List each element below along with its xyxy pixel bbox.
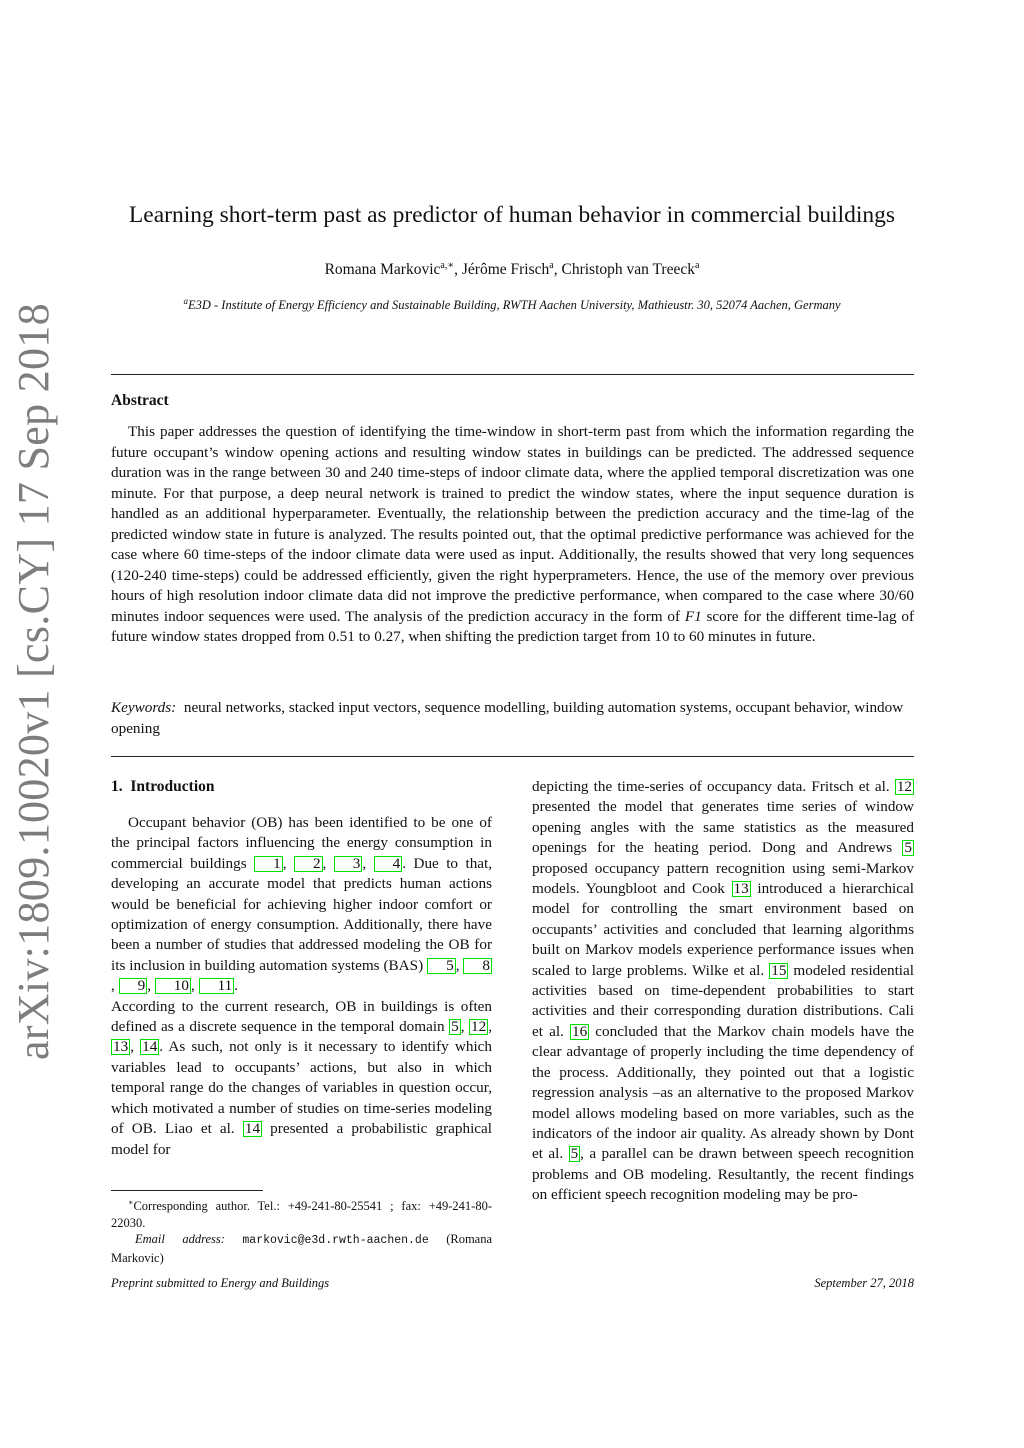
paper-title: Learning short-term past as predictor of human behavior in commercial buildings [128, 202, 896, 228]
citation-link[interactable]: 13 [733, 880, 749, 898]
left-column [111, 813, 492, 1160]
citation-link[interactable]: 10 [155, 978, 191, 994]
author-name: Romana Markovic [324, 261, 441, 279]
citation-link[interactable]: 5 [427, 958, 456, 974]
keywords-label: Keywords: [111, 699, 177, 716]
citation-link[interactable]: 9 [119, 978, 148, 994]
citation-link[interactable]: 14 [244, 1120, 261, 1138]
arxiv-identifier-stamp: arXiv:1809.10020v1 [cs.CY] 17 Sep 2018 [9, 303, 58, 1060]
abstract-italic-term: F1 [684, 607, 702, 625]
citation-link[interactable]: 12 [896, 778, 912, 795]
author-name: Christoph van Treeck [561, 261, 695, 279]
citation-link[interactable]: 15 [771, 961, 787, 979]
affiliation [60, 296, 964, 313]
footnote-text: Corresponding author. Tel.: +49-241-80-25541 ; fax: +49-241-80-22030. [111, 1199, 492, 1230]
section-heading [111, 778, 215, 796]
author-affiliation-mark: a [549, 260, 554, 271]
abstract-body [111, 422, 914, 648]
paragraph: Occupant behavior (OB) has been identified to be one of the principal factors influencing the energy consumption in commercial buildings 1 , 2 , 3 , 4 . Due to that, developing an accurate model that predicts human actions would be beneficial for achieving higher indoor comfort or optimization of energy consumption. Additionally, there have been a number of studies that addressed modeling the OB for its inclusion in building automation systems (BAS) 5 , 8, 9 , 10 , 11 . [111, 814, 493, 995]
footnote [111, 1195, 492, 1266]
author-list: Romana Markovic$^{a,∗}$, Jérôme Frisch$^a$, Christoph van Treeck$^a$ [324, 260, 700, 279]
email-name: (Romana Markovic) [111, 1232, 493, 1265]
citation-link[interactable]: 1 [254, 856, 283, 872]
footnote-email-line [111, 1231, 492, 1266]
citation-link[interactable]: 4 [374, 856, 403, 872]
author-affiliation-mark: a,∗ [440, 260, 455, 271]
footnote-mark: ∗ [128, 1198, 134, 1207]
section-number: 1. [111, 778, 123, 795]
footer-preprint-note: Preprint submitted to Energy and Buildings [111, 1276, 330, 1290]
abstract-bottom-rule [111, 756, 914, 757]
keywords [111, 698, 914, 739]
email-label: Email address: [135, 1232, 225, 1247]
author-name: Jérôme Frisch [461, 261, 550, 279]
citation-link[interactable]: 16 [571, 1022, 588, 1040]
citation-link[interactable]: 5 [451, 1018, 459, 1036]
footnote-rule [111, 1190, 263, 1191]
affiliation-text: E3D - Institute of Energy Efficiency and Sustainable Building, RWTH Aachen University, Mathieustr. 30, 52074 Aachen, Germany [187, 298, 841, 313]
citation-link[interactable]: 3 [334, 856, 363, 872]
author-affiliation-mark: a [694, 260, 700, 271]
abstract-text: This paper addresses the question of identifying the time-window in short-term past from which the information regarding the future occupant’s window opening actions and resulting window states in buildings can be predicted. The addressed sequence duration was in the range between 30 and 240 time-steps of indoor climate data, where the applied temporal discretization was one minute. For that purpose, a deep neural network is trained to predict the window states, where the input sequence duration is handled as an additional hyperparameter. Eventually, the relationship between the prediction accuracy and the time-lag of the predicted window state in future is analyzed. The results pointed out, that the optimal predictive performance was achieved for the case where 60 time-steps of the indoor climate data were used as input. Additionally, the results showed that very long sequences (120-240 time-steps) could be addressed efficiently, given the right hyperprameters. Hence, the use of the memory over previous hours of high resolution indoor climate data did not improve the predictive performance, when compared to the case where 30/60 minutes indoor sequences were used. The analysis of the prediction accuracy in the form of [111, 423, 914, 625]
right-column [532, 777, 914, 1206]
citation-link[interactable]: 5 [570, 1145, 579, 1163]
citation-link[interactable]: 2 [294, 856, 323, 872]
citation-link[interactable]: 11 [199, 978, 235, 994]
abstract-top-rule [111, 374, 914, 375]
abstract-text-end: score for the different time-lag of future window states dropped from 0.51 to 0.27, when shifting the prediction target from 10 to 60 minutes in future. [111, 607, 915, 645]
citation-link[interactable]: 5 [904, 839, 912, 857]
email-link[interactable]: markovic@e3d.rwth-aachen.de [242, 1234, 429, 1248]
abstract-heading: Abstract [111, 392, 169, 409]
affiliation-mark: a [183, 296, 188, 306]
paragraph: According to the current research, OB in buildings is often defined as a discrete sequence in the temporal domain 5 , 12 , 13 , 14 . As such, not only is it necessary to identify which variables lead to occupants’ actions, but also in which temporal range do the changes of variables in question occur, which motivated a number of studies on time-series modeling of OB. Liao et al. 14 presented a probabilistic graphical model for [111, 997, 493, 1158]
section-title: Introduction [130, 778, 215, 795]
citation-link[interactable]: 12 [471, 1018, 487, 1036]
citation-link[interactable]: 8 [463, 958, 492, 974]
keywords-text: neural networks, stacked input vectors, sequence modelling, building automation systems, occupant behavior, window opening [111, 699, 904, 737]
footer-date: September 27, 2018 [814, 1276, 914, 1290]
paragraph: depicting the time-series of occupancy data. Fritsch et al. 12 presented the model that generates time series of window opening angles with the same statistics as the measured openings for the heating period. Dong and Andrews 5 proposed occupancy pattern recognition using semi-Markov models. Youngbloot and Cook 13 introduced a hierarchical model for controlling the smart environment based on occupants’ activities and concluded that learning algorithms built on Markov models experience performance issues when scaled to large problems. Wilke et al. 15 modeled residential activities based on time-dependent probabilities to start activities and their corresponding duration distributions. Cali et al. 16 concluded that the Markov chain models have the clear advantage of properly including the time dependency of the process. Additionally, they pointed out that a logistic regression analysis –as an alternative to the proposed Markov model allows modeling based on more variables, such as the indicators of the indoor air quality. As already shown by Dont et al. 5 , a parallel can be drawn between speech recognition problems and OB modeling. Resultantly, the recent findings on efficient speech recognition modeling may be pro- [532, 778, 915, 1204]
citation-link[interactable]: 13 [113, 1038, 129, 1056]
citation-link[interactable]: 14 [142, 1038, 158, 1056]
footnote-corresponding [111, 1195, 492, 1231]
